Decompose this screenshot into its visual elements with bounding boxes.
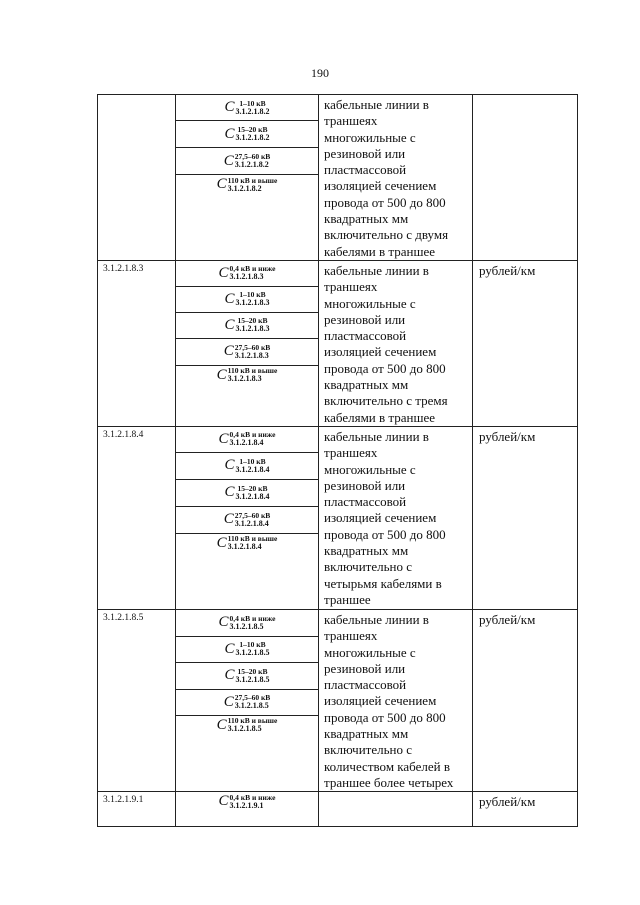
rate-variable bbox=[176, 427, 318, 453]
rate-index: 3.1.2.1.8.5 bbox=[227, 724, 262, 734]
row-description bbox=[319, 792, 473, 827]
rate-symbol bbox=[219, 614, 276, 631]
description-line: пластмассовой bbox=[324, 494, 407, 510]
rate-variable bbox=[176, 534, 318, 609]
rate-variables-cell bbox=[176, 95, 319, 261]
rate-variables-cell bbox=[176, 260, 319, 426]
rate-symbol-letter: C bbox=[218, 614, 229, 631]
description-line: квадратных мм bbox=[324, 211, 409, 227]
description-line: провода от 500 до 800 bbox=[324, 194, 446, 210]
rate-variable bbox=[176, 716, 318, 782]
rate-symbol-letter: C bbox=[224, 667, 235, 684]
rate-symbol-letter: C bbox=[224, 316, 235, 333]
description-line: резиновой или bbox=[324, 660, 406, 676]
description-line: изоляцией сечением bbox=[324, 178, 437, 194]
table-row bbox=[98, 609, 578, 791]
rate-index: 3.1.2.1.8.3 bbox=[227, 374, 262, 384]
row-unit: рублей/км bbox=[473, 426, 578, 609]
description-line: резиновой или bbox=[324, 311, 406, 327]
rate-variable bbox=[176, 480, 318, 507]
rate-symbol bbox=[224, 343, 271, 360]
rate-index: 3.1.2.1.8.4 bbox=[235, 491, 270, 501]
rate-variable bbox=[176, 507, 318, 534]
table-row bbox=[98, 95, 578, 261]
voltage-range: 15–20 кВ bbox=[237, 125, 268, 134]
rate-symbol bbox=[219, 265, 276, 282]
description-line: включительно с тремя bbox=[324, 393, 448, 409]
rate-variables-cell bbox=[176, 609, 319, 791]
description-line: траншее более четырех bbox=[324, 774, 454, 790]
description-line: изоляцией сечением bbox=[324, 510, 437, 526]
voltage-range: 1–10 кВ bbox=[239, 98, 266, 108]
voltage-range: 1–10 кВ bbox=[239, 290, 266, 300]
description-line: пластмассовой bbox=[324, 162, 407, 178]
voltage-range: 0,4 кВ и ниже bbox=[229, 792, 276, 802]
row-description bbox=[319, 260, 473, 426]
description-line: кабельные линии в bbox=[324, 428, 429, 444]
rate-variable bbox=[176, 175, 318, 259]
rate-symbol-letter: C bbox=[223, 693, 234, 710]
voltage-range: 110 кВ и выше bbox=[227, 534, 278, 544]
rate-symbol-letter: C bbox=[218, 264, 229, 281]
rate-symbol bbox=[217, 717, 278, 734]
rate-variable bbox=[176, 121, 318, 148]
description-line: траншеях bbox=[324, 445, 378, 461]
description-line: включительно с bbox=[324, 742, 412, 758]
rate-variable bbox=[176, 690, 318, 716]
rate-index: 3.1.2.1.8.2 bbox=[227, 183, 262, 193]
description-line: кабельные линии в bbox=[324, 97, 429, 112]
rate-symbol-letter: C bbox=[216, 716, 227, 733]
row-code: 3.1.2.1.8.4 bbox=[98, 426, 176, 609]
description-line: кабельные линии в bbox=[324, 262, 429, 278]
row-code: 3.1.2.1.8.5 bbox=[98, 609, 176, 791]
row-description bbox=[319, 609, 473, 791]
rate-symbol bbox=[224, 484, 269, 501]
voltage-range: 15–20 кВ bbox=[237, 316, 268, 326]
voltage-range: 0,4 кВ и ниже bbox=[229, 613, 276, 623]
rate-symbol-letter: C bbox=[223, 343, 234, 360]
rate-symbol bbox=[224, 126, 269, 143]
row-code: 3.1.2.1.9.1 bbox=[98, 792, 176, 827]
voltage-range: 27,5–60 кВ bbox=[234, 152, 271, 161]
description-line: изоляцией сечением bbox=[324, 344, 437, 360]
rate-symbol-letter: C bbox=[224, 99, 235, 115]
rate-index: 3.1.2.1.8.5 bbox=[229, 621, 264, 631]
table-row bbox=[98, 260, 578, 426]
description-line: траншее bbox=[324, 591, 371, 607]
row-unit: рублей/км bbox=[473, 260, 578, 426]
row-unit: рублей/км bbox=[473, 792, 578, 827]
page-number: 190 bbox=[311, 66, 329, 80]
rate-index: 3.1.2.1.8.4 bbox=[227, 542, 262, 552]
description-line: многожильные с bbox=[324, 461, 416, 477]
rate-index: 3.1.2.1.8.3 bbox=[229, 272, 264, 282]
rate-index: 3.1.2.1.8.5 bbox=[235, 648, 270, 658]
voltage-range: 27,5–60 кВ bbox=[234, 510, 271, 520]
voltage-range: 27,5–60 кВ bbox=[234, 342, 271, 352]
rate-index: 3.1.2.1.8.4 bbox=[235, 464, 270, 474]
description-line: кабелями в траншее bbox=[324, 243, 436, 259]
description-line: провода от 500 до 800 bbox=[324, 526, 446, 542]
description-line: изоляцией сечением bbox=[324, 693, 437, 709]
description-line: траншеях bbox=[324, 113, 378, 129]
rate-symbol bbox=[224, 317, 269, 334]
rate-index: 3.1.2.1.9.1 bbox=[229, 800, 264, 810]
rate-symbol-letter: C bbox=[224, 640, 235, 657]
description-line: квадратных мм bbox=[324, 543, 409, 559]
rate-symbol bbox=[217, 535, 278, 552]
rate-symbol bbox=[224, 99, 269, 116]
rate-index: 3.1.2.1.8.5 bbox=[234, 701, 269, 711]
rate-variable bbox=[176, 792, 318, 826]
voltage-range: 1–10 кВ bbox=[239, 456, 266, 466]
rate-index: 3.1.2.1.8.2 bbox=[234, 160, 269, 169]
voltage-range: 110 кВ и выше bbox=[227, 366, 278, 376]
rate-symbol-letter: C bbox=[223, 152, 234, 169]
rate-variable bbox=[176, 287, 318, 313]
rate-variable bbox=[176, 453, 318, 480]
voltage-range: 15–20 кВ bbox=[237, 483, 268, 493]
voltage-range: 0,4 кВ и ниже bbox=[229, 430, 276, 440]
voltage-range: 0,4 кВ и ниже bbox=[229, 264, 276, 274]
description-line: включительно с bbox=[324, 559, 412, 575]
description-line: пластмассовой bbox=[324, 328, 407, 344]
voltage-range: 15–20 кВ bbox=[237, 666, 268, 676]
rate-symbol bbox=[224, 153, 271, 170]
rate-index: 3.1.2.1.8.3 bbox=[235, 298, 270, 308]
rate-symbol bbox=[217, 176, 278, 193]
voltage-range: 27,5–60 кВ bbox=[234, 693, 271, 703]
row-code bbox=[98, 95, 176, 261]
description-line: кабельные линии в bbox=[324, 611, 429, 627]
description-line: резиновой или bbox=[324, 477, 406, 493]
tariff-table bbox=[97, 94, 578, 827]
description-line: включительно с двумя bbox=[324, 227, 449, 243]
row-code: 3.1.2.1.8.3 bbox=[98, 260, 176, 426]
rate-symbol bbox=[224, 667, 269, 684]
rate-variable bbox=[176, 610, 318, 637]
rate-symbol-letter: C bbox=[224, 290, 235, 307]
rate-variables-cell bbox=[176, 792, 319, 827]
description-line: количеством кабелей в bbox=[324, 758, 450, 774]
description-line: многожильные с bbox=[324, 129, 416, 145]
description-line: провода от 500 до 800 bbox=[324, 360, 446, 376]
description-line: кабелями в траншее bbox=[324, 409, 436, 425]
rate-variable bbox=[176, 339, 318, 366]
rate-index: 3.1.2.1.8.2 bbox=[235, 106, 270, 116]
rate-symbol bbox=[224, 291, 269, 308]
rate-variable bbox=[176, 313, 318, 339]
description-line: квадратных мм bbox=[324, 726, 409, 742]
rate-symbol bbox=[224, 457, 269, 474]
description-line: траншеях bbox=[324, 279, 378, 295]
rate-symbol-letter: C bbox=[216, 366, 227, 383]
rate-variable bbox=[176, 663, 318, 690]
rate-variable bbox=[176, 366, 318, 425]
description-line: четырьмя кабелями в bbox=[324, 575, 442, 591]
voltage-range: 110 кВ и выше bbox=[227, 716, 278, 726]
rate-symbol-letter: C bbox=[218, 793, 229, 810]
rate-variable bbox=[176, 95, 318, 121]
rate-symbol bbox=[224, 511, 271, 528]
table-row bbox=[98, 792, 578, 827]
voltage-range: 1–10 кВ bbox=[239, 640, 266, 650]
row-description bbox=[319, 426, 473, 609]
description-line: резиновой или bbox=[324, 145, 406, 161]
rate-index: 3.1.2.1.8.3 bbox=[234, 350, 269, 360]
rate-index: 3.1.2.1.8.4 bbox=[229, 438, 264, 448]
row-unit bbox=[473, 95, 578, 261]
rate-symbol bbox=[224, 641, 269, 658]
rate-symbol-letter: C bbox=[218, 430, 229, 447]
description-line: квадратных мм bbox=[324, 377, 409, 393]
description-line: траншеях bbox=[324, 628, 378, 644]
rate-symbol-letter: C bbox=[216, 534, 227, 551]
description-line: многожильные с bbox=[324, 644, 416, 660]
rate-variable bbox=[176, 148, 318, 175]
rate-symbol bbox=[219, 431, 276, 448]
rate-symbol bbox=[224, 694, 271, 711]
rate-index: 3.1.2.1.8.3 bbox=[235, 324, 270, 334]
rate-variable bbox=[176, 261, 318, 287]
rate-symbol-letter: C bbox=[223, 511, 234, 528]
description-line: провода от 500 до 800 bbox=[324, 709, 446, 725]
rate-symbol-letter: C bbox=[224, 457, 235, 474]
voltage-range: 110 кВ и выше bbox=[227, 175, 278, 185]
rate-variables-cell bbox=[176, 426, 319, 609]
rate-symbol-letter: C bbox=[216, 176, 227, 192]
rate-index: 3.1.2.1.8.4 bbox=[234, 518, 269, 528]
description-line: пластмассовой bbox=[324, 677, 407, 693]
rate-index: 3.1.2.1.8.2 bbox=[235, 133, 270, 142]
rate-symbol-letter: C bbox=[224, 484, 235, 501]
table-row bbox=[98, 426, 578, 609]
rate-symbol bbox=[217, 367, 278, 384]
row-description bbox=[319, 95, 473, 261]
description-line: многожильные с bbox=[324, 295, 416, 311]
rate-symbol bbox=[219, 793, 276, 810]
rate-variable bbox=[176, 637, 318, 663]
row-unit: рублей/км bbox=[473, 609, 578, 791]
rate-symbol-letter: C bbox=[224, 125, 235, 142]
rate-index: 3.1.2.1.8.5 bbox=[235, 674, 270, 684]
